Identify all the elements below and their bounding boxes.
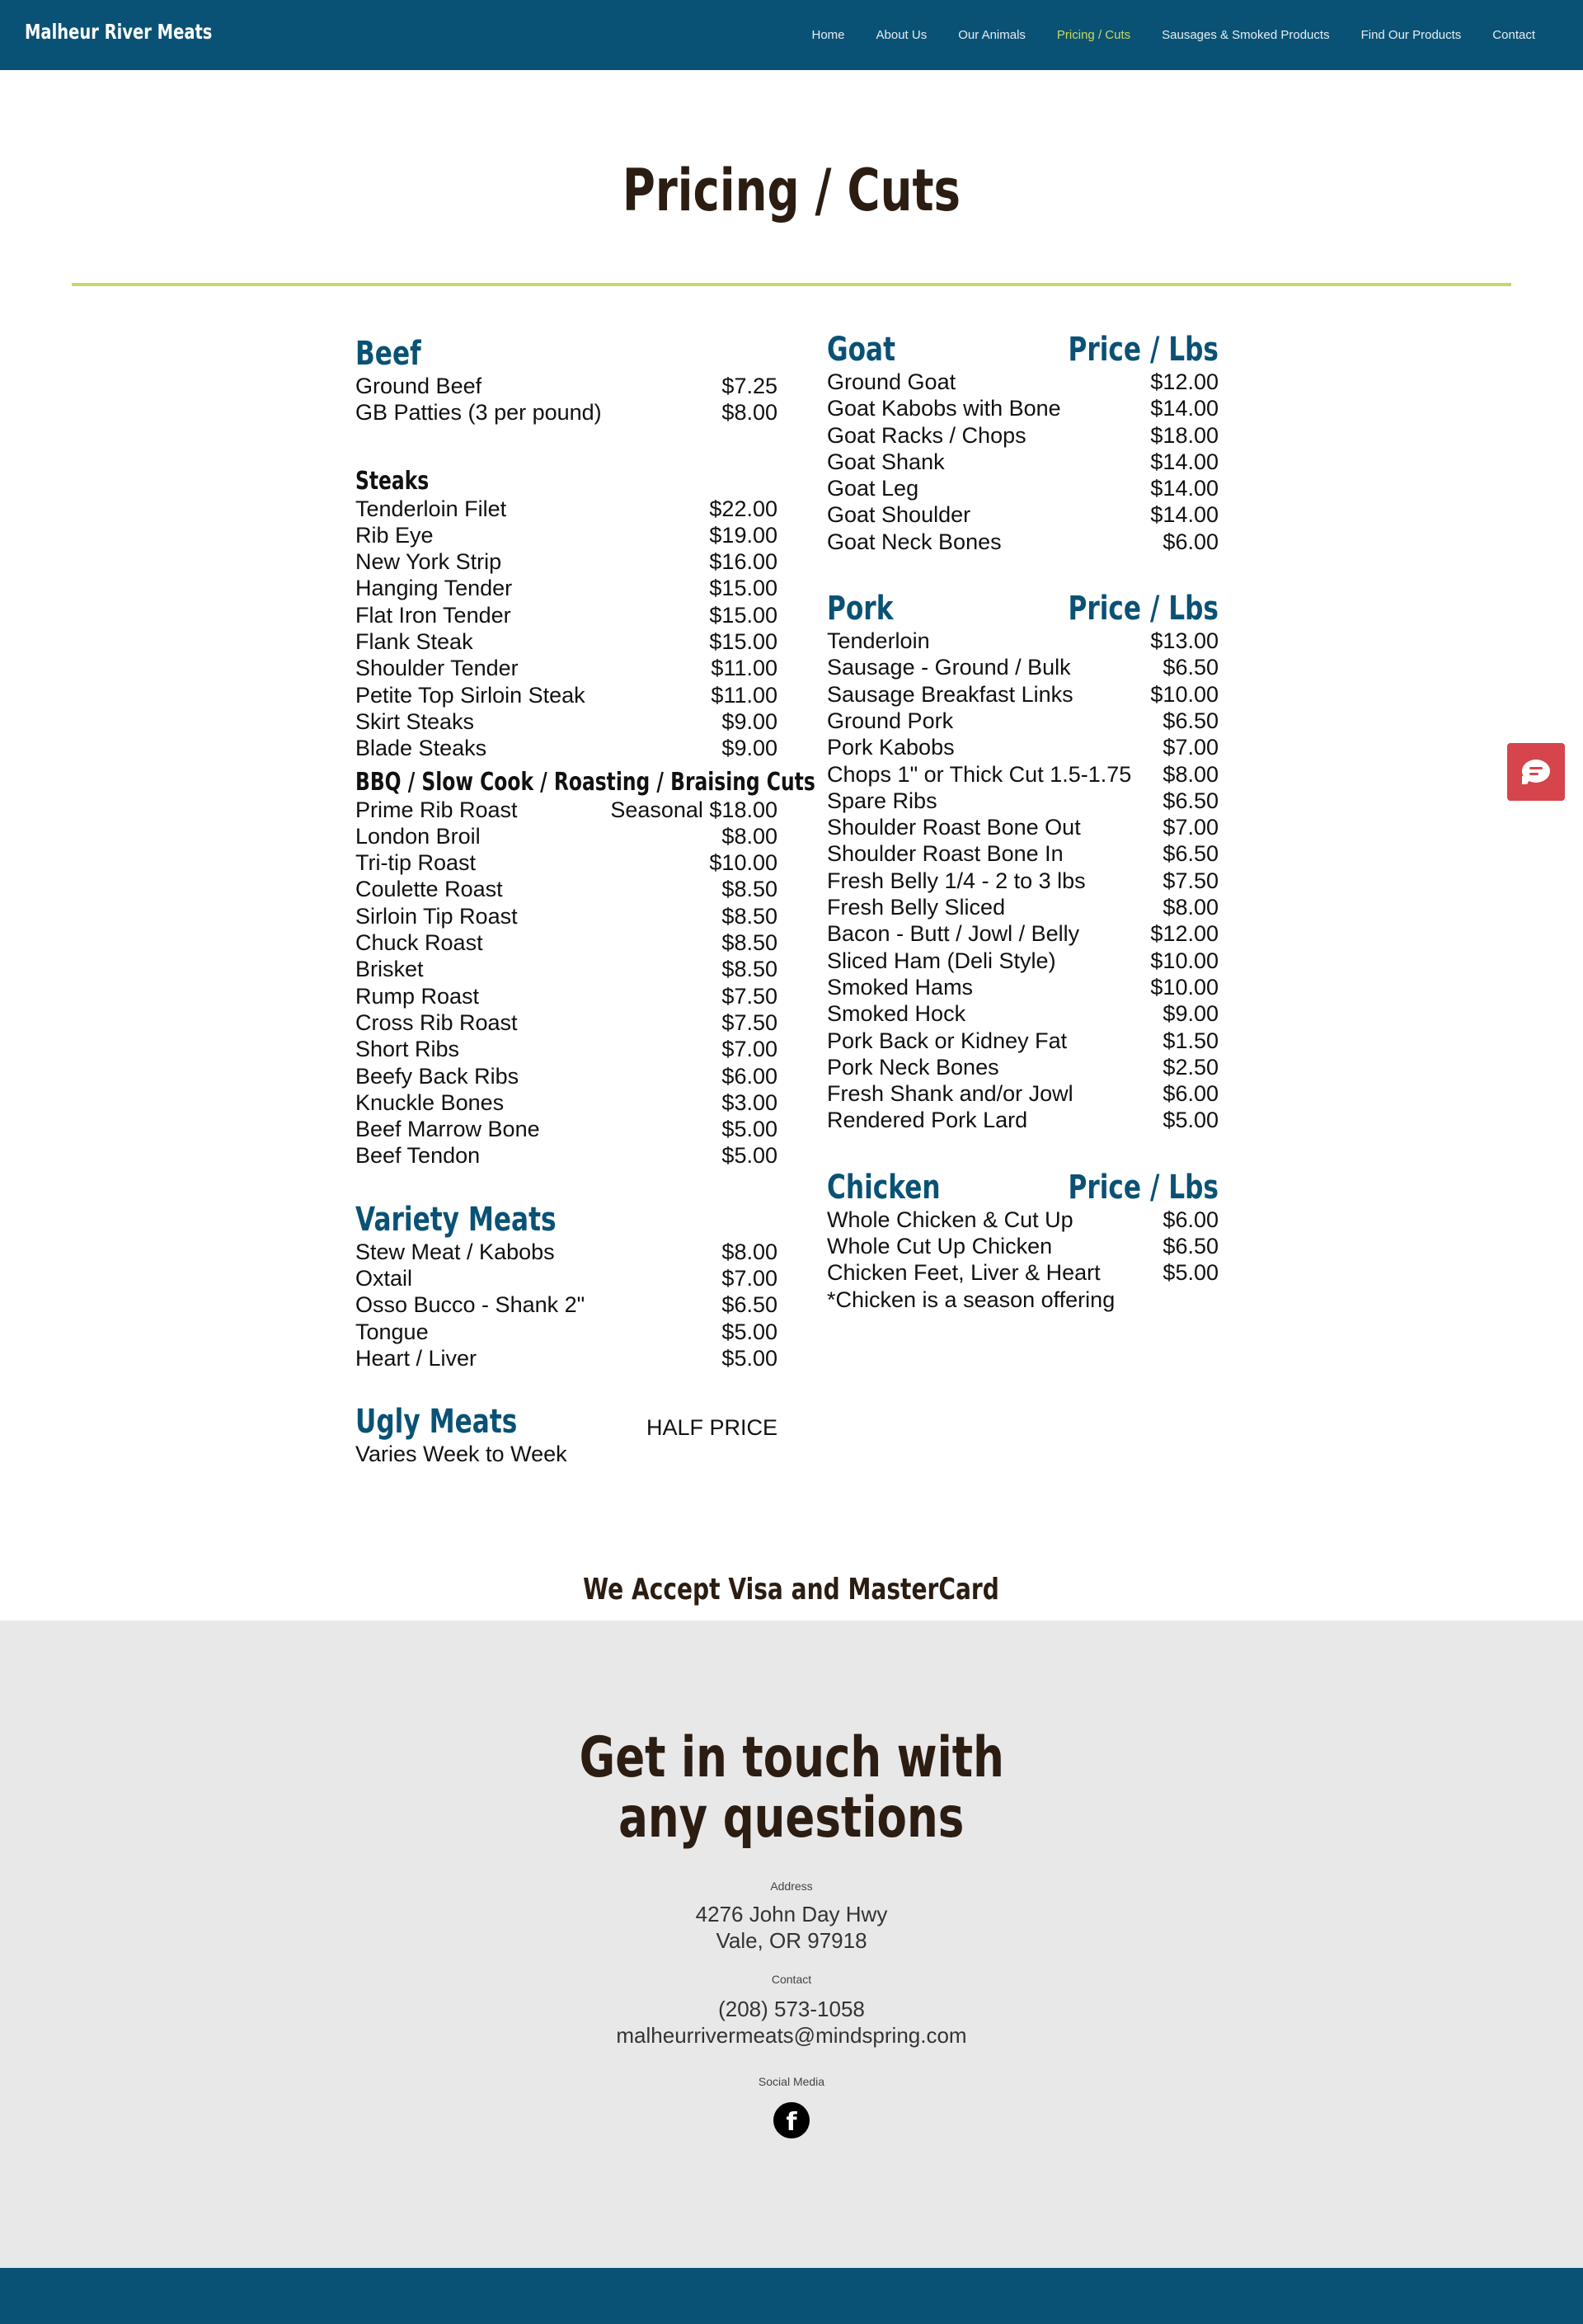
item-name: Ground Goat	[827, 369, 956, 394]
item-price: $14.00	[1150, 502, 1219, 528]
price-row	[355, 1265, 777, 1291]
item-name: Pork Neck Bones	[827, 1054, 999, 1080]
price-row	[827, 761, 1219, 788]
item-price: $19.00	[709, 522, 777, 548]
steaks-list	[355, 496, 777, 762]
item-price: $10.00	[709, 850, 777, 876]
item-price: $8.00	[721, 400, 777, 426]
social-media-label: Social Media	[758, 2075, 825, 2088]
item-name: Coulette Roast	[355, 877, 503, 902]
price-row	[827, 1000, 1219, 1027]
bottom-bar	[0, 2268, 1583, 2324]
pork-list	[827, 628, 1219, 1134]
nav-sausages-smoked[interactable]: Sausages & Smoked Products	[1162, 28, 1330, 42]
item-price: $9.00	[721, 708, 777, 734]
price-row	[355, 1239, 777, 1265]
nav-pricing-cuts[interactable]: Pricing / Cuts	[1056, 28, 1131, 42]
price-row	[355, 548, 777, 575]
price-row	[355, 496, 777, 522]
item-name: Rump Roast	[355, 983, 480, 1009]
chicken-note: *Chicken is a season offering	[827, 1287, 1116, 1312]
price-row	[827, 1080, 1219, 1107]
site-header	[0, 0, 1583, 70]
item-price: $8.50	[721, 957, 777, 982]
item-name: Cross Rib Roast	[355, 1009, 518, 1035]
item-name: Rendered Pork Lard	[827, 1108, 1028, 1133]
left-price-column	[355, 332, 815, 1468]
price-row	[827, 395, 1219, 421]
price-row	[355, 1319, 777, 1345]
item-name: Sausage - Ground / Bulk	[827, 655, 1071, 680]
bbq-list	[355, 797, 777, 1169]
price-row	[355, 602, 777, 628]
variety-title: Variety Meats	[355, 1200, 557, 1239]
bbq-title: BBQ / Slow Cook / Roasting / Braising Cuts	[355, 767, 815, 797]
item-name: Skirt Steaks	[355, 708, 475, 734]
price-row	[827, 1054, 1219, 1080]
item-price: $8.50	[721, 877, 777, 902]
price-row	[827, 708, 1219, 734]
item-price: $7.00	[1163, 815, 1219, 840]
item-price: $6.00	[1163, 1081, 1219, 1107]
contact-section	[0, 1621, 1583, 2268]
item-name: Goat Leg	[827, 476, 919, 501]
item-price: $6.50	[721, 1292, 777, 1318]
item-name: Short Ribs	[355, 1037, 460, 1062]
price-row	[355, 1009, 777, 1036]
price-row	[827, 840, 1219, 867]
item-name: Petite Top Sirloin Steak	[355, 682, 585, 708]
price-row	[827, 628, 1219, 654]
price-row	[827, 1107, 1219, 1133]
nav-home[interactable]: Home	[811, 28, 845, 42]
price-row	[355, 1291, 777, 1318]
item-name: Tongue	[355, 1319, 429, 1344]
price-row	[827, 948, 1219, 974]
item-price: $6.50	[1163, 655, 1219, 680]
price-row	[827, 814, 1219, 840]
item-price: $7.50	[1163, 868, 1219, 893]
brand-logo[interactable]: Malheur River Meats	[25, 20, 213, 44]
item-name: Flank Steak	[355, 629, 473, 655]
item-name: Ground Beef	[355, 374, 482, 398]
item-name: Rib Eye	[355, 522, 434, 548]
item-name: New York Strip	[355, 549, 502, 575]
item-price: $11.00	[711, 656, 777, 681]
price-row	[355, 1089, 777, 1116]
beef-list	[355, 373, 777, 426]
item-price: $7.00	[721, 1266, 777, 1291]
price-row	[827, 449, 1219, 475]
item-name: Blade Steaks	[355, 736, 487, 761]
price-row	[355, 628, 777, 655]
item-name: Beefy Back Ribs	[355, 1063, 519, 1089]
price-row	[827, 501, 1219, 528]
ugly-header	[355, 1403, 777, 1441]
contact-label: Contact	[771, 1973, 812, 1986]
price-row	[827, 422, 1219, 449]
item-price: $1.50	[1163, 1028, 1219, 1053]
item-price: Seasonal $18.00	[610, 797, 777, 822]
item-price: $8.00	[1163, 895, 1219, 920]
item-price: $6.00	[721, 1063, 777, 1089]
price-row	[355, 956, 777, 982]
item-price: $6.00	[1163, 529, 1219, 554]
price-row	[827, 868, 1219, 894]
item-name: Fresh Belly 1/4 - 2 to 3 lbs	[827, 868, 1086, 893]
item-name: Goat Neck Bones	[827, 529, 1002, 554]
goat-header	[827, 327, 1219, 369]
item-name: London Broil	[355, 823, 481, 849]
item-name: Chuck Roast	[355, 930, 483, 956]
chicken-title: Chicken	[827, 1168, 941, 1207]
price-row	[355, 929, 777, 956]
item-price: $6.00	[1163, 1207, 1219, 1232]
item-name: Ground Pork	[827, 708, 954, 733]
price-row	[355, 655, 777, 681]
page-title: Pricing / Cuts	[622, 157, 961, 224]
price-row	[355, 735, 777, 761]
item-name: Smoked Hams	[827, 974, 974, 1000]
price-row	[355, 399, 777, 426]
item-price: $22.00	[709, 496, 777, 521]
price-row	[355, 1116, 777, 1142]
price-row	[355, 849, 777, 876]
item-name: Sliced Ham (Deli Style)	[827, 948, 1056, 973]
pork-title: Pork	[827, 590, 894, 628]
price-row	[355, 682, 777, 708]
price-row	[827, 529, 1219, 555]
item-price: $5.00	[721, 1117, 777, 1142]
item-price: $8.50	[721, 903, 777, 929]
price-row	[827, 734, 1219, 760]
item-name: Brisket	[355, 957, 424, 982]
bbq-header	[355, 762, 815, 797]
payment-note: We Accept Visa and MasterCard	[583, 1573, 1000, 1607]
item-price: $7.00	[1163, 735, 1219, 760]
item-price: $8.00	[721, 823, 777, 849]
price-row	[355, 823, 777, 849]
price-row	[355, 522, 777, 548]
phone-number[interactable]: (208) 573-1058	[718, 1997, 865, 2021]
item-name: Sausage Breakfast Links	[827, 681, 1073, 707]
item-price: $8.00	[1163, 761, 1219, 787]
item-name: Shoulder Roast Bone In	[827, 841, 1064, 867]
price-row	[827, 1233, 1219, 1259]
item-price: $7.25	[721, 374, 777, 398]
item-name: Chops 1" or Thick Cut 1.5-1.75	[827, 761, 1132, 787]
item-name: Pork Back or Kidney Fat	[827, 1028, 1068, 1053]
address-label: Address	[770, 1879, 813, 1893]
item-name: Spare Ribs	[827, 788, 937, 813]
ugly-note: Varies Week to Week	[355, 1442, 567, 1467]
facebook-icon[interactable]	[773, 2102, 810, 2138]
item-price: $15.00	[709, 576, 777, 601]
item-price: $8.50	[721, 930, 777, 956]
item-name: Shoulder Roast Bone Out	[827, 815, 1081, 840]
item-name: Sirloin Tip Roast	[355, 903, 518, 929]
nav-about-us[interactable]: About Us	[876, 28, 928, 42]
item-name: Bacon - Butt / Jowl / Belly	[827, 921, 1080, 947]
address-line1: 4276 John Day Hwy	[695, 1902, 888, 1926]
item-name: Heart / Liver	[355, 1345, 477, 1371]
item-name: Tri-tip Roast	[355, 850, 477, 876]
item-price: $15.00	[709, 602, 777, 628]
beef-header	[355, 332, 777, 373]
goat-price-label: Price / Lbs	[1068, 331, 1219, 369]
chicken-header	[827, 1165, 1219, 1207]
price-row	[355, 1063, 777, 1089]
item-name: Goat Shoulder	[827, 502, 971, 528]
item-price: $9.00	[1163, 1001, 1219, 1027]
email-link[interactable]: malheurrivermeats@mindspring.com	[616, 2023, 967, 2048]
steaks-header	[355, 461, 777, 496]
item-price: $5.00	[721, 1319, 777, 1344]
nav-contact[interactable]: Contact	[1492, 28, 1535, 42]
price-row	[827, 475, 1219, 501]
item-price: $5.00	[721, 1345, 777, 1371]
price-row	[827, 1028, 1219, 1054]
price-row	[355, 1036, 777, 1062]
nav-our-animals[interactable]: Our Animals	[958, 28, 1026, 42]
main-nav	[812, 0, 1536, 70]
pork-header	[827, 586, 1219, 628]
item-price: $7.50	[721, 983, 777, 1009]
item-name: Osso Bucco - Shank 2"	[355, 1292, 585, 1318]
variety-list	[355, 1239, 777, 1371]
item-name: Goat Kabobs with Bone	[827, 396, 1061, 421]
contact-title: Get in touch with any questions	[579, 1725, 1004, 1851]
price-row	[827, 1207, 1219, 1233]
item-price: $12.00	[1150, 369, 1219, 394]
item-name: Whole Chicken & Cut Up	[827, 1207, 1073, 1232]
item-name: Knuckle Bones	[355, 1089, 505, 1115]
item-price: $8.00	[721, 1239, 777, 1264]
facebook-glyph: f	[786, 2108, 797, 2137]
price-row	[355, 1142, 777, 1169]
item-name: Fresh Belly Sliced	[827, 895, 1006, 920]
ugly-title: Ugly Meats	[355, 1403, 518, 1442]
item-price: $6.50	[1163, 788, 1219, 813]
address-line2: Vale, OR 97918	[716, 1928, 867, 1953]
price-row	[355, 575, 777, 601]
item-name: Tenderloin	[827, 628, 930, 654]
item-name: Beef Marrow Bone	[355, 1117, 540, 1142]
item-price: $18.00	[1150, 422, 1219, 448]
price-row	[827, 654, 1219, 680]
price-row	[827, 894, 1219, 920]
item-price: $7.50	[721, 1009, 777, 1035]
price-row	[355, 1345, 777, 1371]
item-name: Fresh Shank and/or Jowl	[827, 1081, 1073, 1107]
chicken-list	[827, 1207, 1219, 1287]
item-name: Whole Cut Up Chicken	[827, 1234, 1053, 1259]
price-row	[827, 369, 1219, 395]
price-row	[355, 983, 777, 1009]
steaks-title: Steaks	[355, 466, 430, 496]
item-price: $9.00	[721, 736, 777, 761]
price-row	[827, 974, 1219, 1000]
item-price: $11.00	[711, 682, 777, 708]
price-row	[355, 876, 777, 902]
item-name: Goat Shank	[827, 449, 945, 474]
goat-list	[827, 369, 1219, 555]
item-name: Smoked Hock	[827, 1001, 966, 1027]
item-price: $12.00	[1150, 921, 1219, 947]
item-name: Beef Tendon	[355, 1143, 481, 1169]
price-row	[827, 681, 1219, 708]
item-price: $5.00	[1163, 1260, 1219, 1286]
item-name: Goat Racks / Chops	[827, 422, 1026, 448]
goat-title: Goat	[827, 331, 896, 369]
item-price: $6.50	[1163, 1234, 1219, 1259]
item-name: Prime Rib Roast	[355, 797, 518, 822]
item-price: $6.50	[1163, 841, 1219, 867]
item-name: Flat Iron Tender	[355, 602, 511, 628]
item-name: Pork Kabobs	[827, 735, 955, 760]
title-divider	[72, 283, 1511, 286]
item-name: Chicken Feet, Liver & Heart	[827, 1260, 1101, 1286]
variety-header	[355, 1201, 777, 1239]
beef-title: Beef	[355, 335, 421, 373]
chicken-price-label: Price / Lbs	[1068, 1168, 1219, 1207]
item-name: GB Patties (3 per pound)	[355, 400, 602, 426]
item-price: $15.00	[709, 629, 777, 655]
item-price: $13.00	[1150, 628, 1219, 654]
item-price: $10.00	[1150, 681, 1219, 707]
item-price: $16.00	[709, 549, 777, 575]
item-price: $5.00	[721, 1143, 777, 1169]
item-price: $14.00	[1150, 449, 1219, 474]
item-price: $6.50	[1163, 708, 1219, 733]
item-name: Shoulder Tender	[355, 656, 519, 681]
item-name: Stew Meat / Kabobs	[355, 1239, 555, 1264]
price-row	[827, 788, 1219, 814]
item-price: $3.00	[721, 1089, 777, 1115]
ugly-price: HALF PRICE	[646, 1414, 777, 1440]
right-price-column	[827, 327, 1219, 1313]
item-name: Oxtail	[355, 1266, 413, 1291]
item-name: Hanging Tender	[355, 576, 513, 601]
item-price: $10.00	[1150, 974, 1219, 1000]
price-row	[827, 920, 1219, 947]
nav-find-products[interactable]: Find Our Products	[1360, 28, 1462, 42]
item-price: $14.00	[1150, 476, 1219, 501]
price-row	[355, 797, 777, 823]
price-row	[355, 373, 777, 399]
item-price: $2.50	[1163, 1054, 1219, 1080]
pork-price-label: Price / Lbs	[1068, 590, 1219, 628]
price-row	[355, 708, 777, 735]
item-name: Tenderloin Filet	[355, 496, 507, 521]
page-title-wrap	[0, 157, 1583, 224]
item-price: $5.00	[1163, 1108, 1219, 1133]
item-price: $7.00	[721, 1037, 777, 1062]
price-row	[355, 903, 777, 929]
price-row	[827, 1259, 1219, 1286]
chat-widget-button[interactable]	[1507, 743, 1565, 801]
item-price: $10.00	[1150, 948, 1219, 973]
item-price: $14.00	[1150, 396, 1219, 421]
